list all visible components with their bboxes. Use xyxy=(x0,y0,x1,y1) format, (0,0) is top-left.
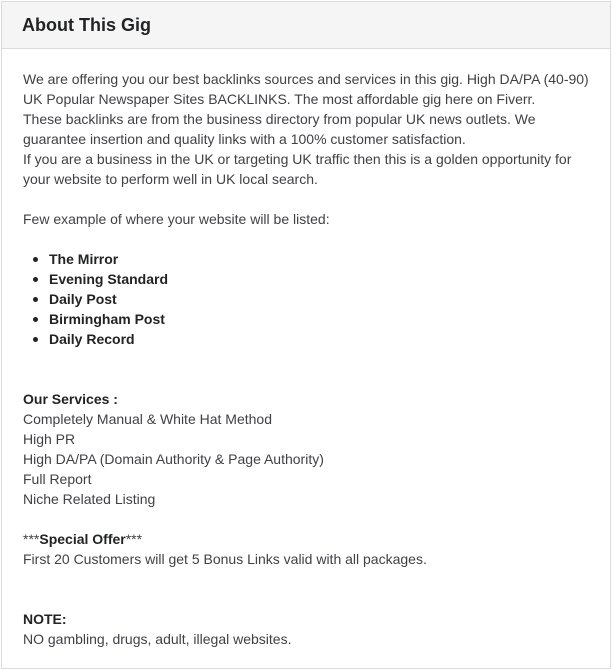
description-line: These backlinks are from the business directory from popular UK news outlets. We xyxy=(23,111,536,127)
spacer xyxy=(23,509,598,529)
services-heading: Our Services : xyxy=(23,391,118,407)
examples-intro: Few example of where your website will be listed: xyxy=(23,211,330,227)
panel-title: About This Gig xyxy=(22,14,151,35)
spacer xyxy=(23,589,598,609)
note-heading: NOTE: xyxy=(23,611,67,627)
bullet-icon xyxy=(33,297,38,302)
offer-suffix: *** xyxy=(125,531,143,547)
list-item xyxy=(49,269,598,289)
panel-header xyxy=(2,2,610,49)
site-name: Birmingham Post xyxy=(49,311,165,327)
site-list xyxy=(23,249,598,349)
special-offer-text: First 20 Customers will get 5 Bonus Links valid with all packages. xyxy=(23,551,427,567)
note-text: NO gambling, drugs, adult, illegal websites. xyxy=(23,631,292,647)
service-item: Full Report xyxy=(23,471,92,487)
description-line: If you are a business in the UK or targeting UK traffic then this is a golden opportunity for xyxy=(23,151,572,167)
list-item xyxy=(49,309,598,329)
list-item xyxy=(49,249,598,269)
site-name: Daily Record xyxy=(49,331,135,347)
bullet-icon xyxy=(33,337,38,342)
description-line: UK Popular Newspaper Sites BACKLINKS. The most affordable gig here on Fiverr. xyxy=(23,91,536,107)
spacer xyxy=(23,349,598,369)
gig-description xyxy=(2,49,610,649)
service-item: Completely Manual & White Hat Method xyxy=(23,411,272,427)
service-item: High PR xyxy=(23,431,76,447)
list-item xyxy=(49,329,598,349)
special-offer-heading xyxy=(23,529,598,549)
spacer xyxy=(23,229,598,249)
bullet-icon xyxy=(33,257,38,262)
about-gig-panel xyxy=(1,1,611,669)
list-item xyxy=(49,289,598,309)
description-line: guarantee insertion and quality links with a 100% customer satisfaction. xyxy=(23,131,466,147)
spacer xyxy=(23,189,598,209)
description-line: your website to perform well in UK local search. xyxy=(23,171,318,187)
service-item: Niche Related Listing xyxy=(23,491,156,507)
site-name: Daily Post xyxy=(49,291,117,307)
offer-label: Special Offer xyxy=(39,531,126,547)
offer-prefix: *** xyxy=(23,531,40,547)
site-name: The Mirror xyxy=(49,251,119,267)
description-line: We are offering you our best backlinks sources and services in this gig. High DA/PA (40-90) xyxy=(23,71,589,87)
site-name: Evening Standard xyxy=(49,271,169,287)
service-item: High DA/PA (Domain Authority & Page Authority) xyxy=(23,451,324,467)
bullet-icon xyxy=(33,277,38,282)
bullet-icon xyxy=(33,317,38,322)
spacer xyxy=(23,569,598,589)
spacer xyxy=(23,369,598,389)
